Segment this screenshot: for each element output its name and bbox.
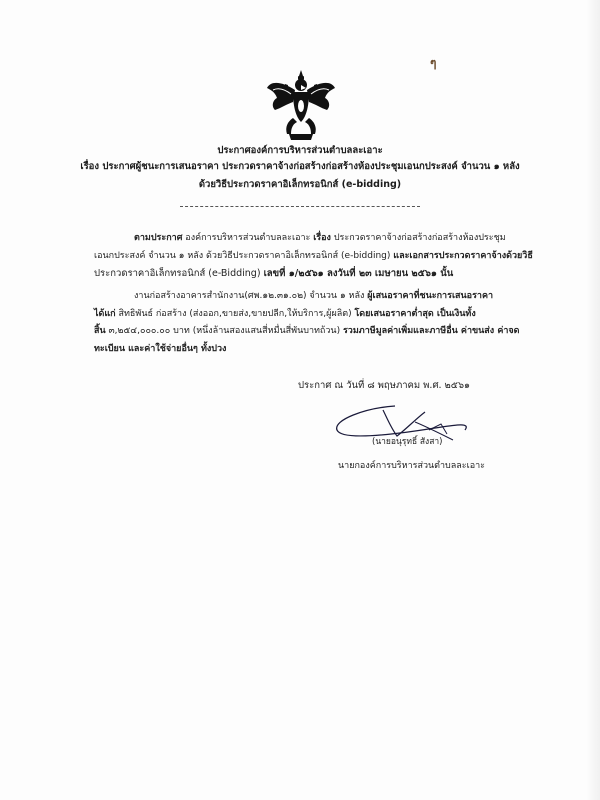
garuda-emblem-icon	[265, 68, 337, 142]
body-line-7: ทะเบียน และค่าใช้จ่ายอื่นๆ ทั้งปวง	[94, 344, 227, 354]
body-line-1: ตามประกาศ องค์การบริหารส่วนตำบลละเอาะ เรื่อง ประกวดราคาจ้างก่อสร้างก่อสร้างห้องประชุม	[134, 233, 506, 243]
page-edge-shadow	[586, 0, 600, 800]
document-subject: เรื่อง ประกาศผู้ชนะการเสนอราคา ประกวดราคาจ้างก่อสร้างก่อสร้างห้องประชุมเอนกประสงค์ จำนวน ๑ หลัง	[80, 161, 520, 172]
title-divider	[180, 206, 420, 207]
corner-mark: ๆ	[430, 56, 437, 70]
body-line-2: เอนกประสงค์ จำนวน ๑ หลัง ด้วยวิธีประกวดราคาอิเล็กทรอนิกส์ (e-bidding) และเอกสารประกวดราคาจ้างด้วยวิธี	[94, 251, 533, 261]
announcement-date: ประกาศ ณ วันที่ ๘ พฤษภาคม พ.ศ. ๒๕๖๑	[298, 380, 471, 391]
signer-title: นายกองค์การบริหารส่วนตำบลละเอาะ	[338, 461, 485, 471]
body-line-4: งานก่อสร้างอาคารสำนักงาน(ศพ.๑๒.๓๑.๐๒) จำนวน ๑ หลัง ผู้เสนอราคาที่ชนะการเสนอราคา	[134, 291, 494, 301]
document-title: ประกาศองค์การบริหารส่วนตำบลละเอาะ	[217, 145, 383, 156]
document-subject-method: ด้วยวิธีประกวดราคาอิเล็กทรอนิกส์ (e-bidding)	[198, 179, 402, 190]
body-line-5: ได้แก่ สิทธิพันธ์ ก่อสร้าง (ส่งออก,ขายส่ง,ขายปลีก,ให้บริการ,ผู้ผลิต) โดยเสนอราคาต่ำสุด เป็นเงินทั้ง	[94, 309, 476, 319]
signer-name: (นายอนุรุทธิ์ สังสา)	[372, 437, 443, 447]
body-line-3: ประกวดราคาอิเล็กทรอนิกส์ (e-Bidding) เลขที่ ๑/๒๕๖๑ ลงวันที่ ๒๓ เมษายน ๒๕๖๑ นั้น	[94, 268, 454, 279]
body-line-6: สิ้น ๓,๒๕๔,๐๐๐.๐๐ บาท (หนึ่งล้านสองแสนสี่หมื่นสี่พันบาทถ้วน) รวมภาษีมูลค่าเพิ่มและภาษีอื่น ค่าขนส่ง ค่าจด	[94, 326, 520, 336]
